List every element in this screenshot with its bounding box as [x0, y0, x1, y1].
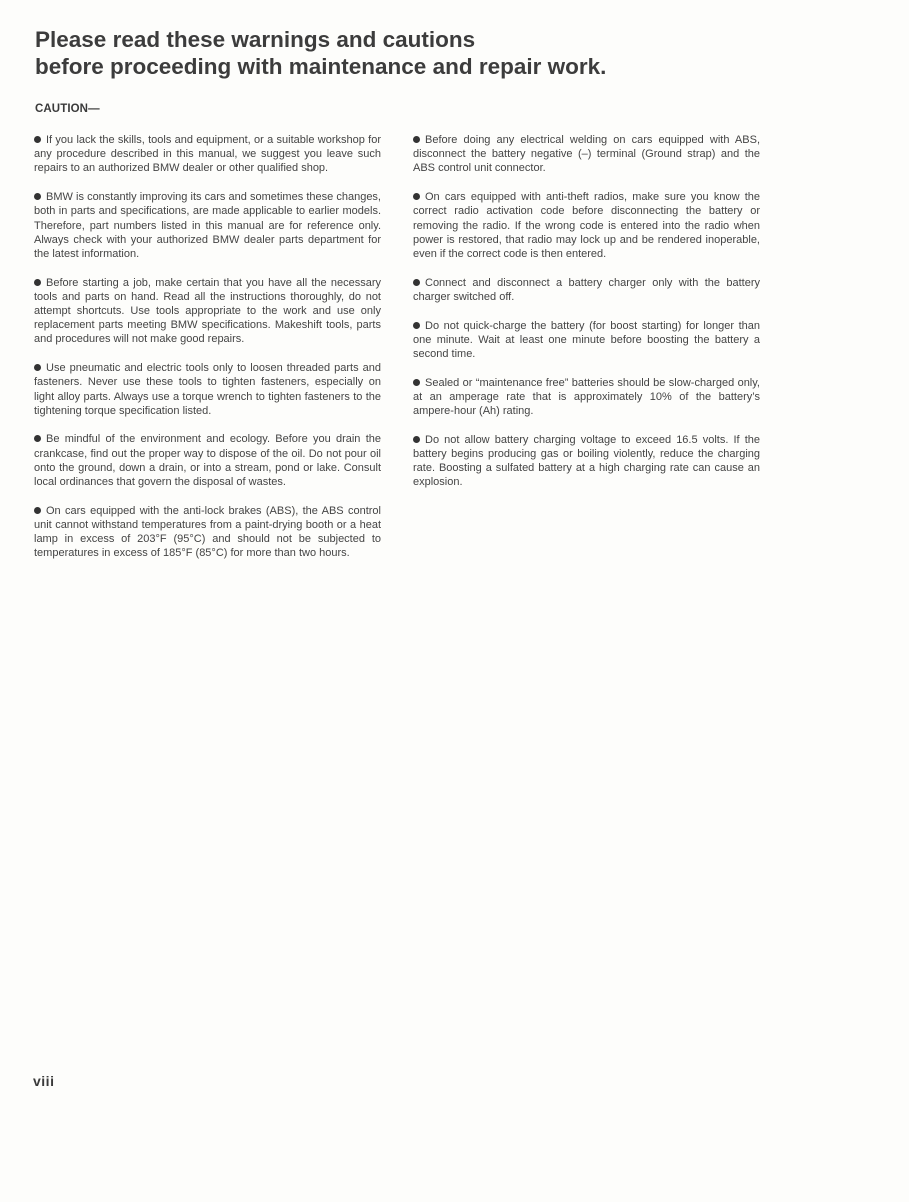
- bullet-icon: [34, 507, 41, 514]
- caution-item: [34, 361, 381, 418]
- page-title-line-1: Please read these warnings and cautions: [35, 27, 476, 52]
- caution-item-text: Before starting a job, make certain that you have all the necessary tools and parts on hand. Read all the instructions thoroughly, do not attempt shortcuts. Use tools appropriate to the work and use only replacement parts meeting BMW specifications. Makeshift tools, parts and procedures will not make good repairs.: [34, 276, 381, 346]
- bullet-icon: [34, 435, 41, 442]
- page-number: viii: [33, 1073, 55, 1089]
- caution-item-text: Before doing any electrical welding on cars equipped with ABS, disconnect the battery negative (–) terminal (Ground strap) and the ABS control unit connector.: [413, 134, 760, 175]
- bullet-icon: [413, 436, 420, 443]
- caution-item-text: If you lack the skills, tools and equipment, or a suitable workshop for any procedure described in this manual, we suggest you leave such repairs to an authorized BMW dealer or other qualified shop.: [34, 134, 381, 175]
- caution-item: [34, 432, 381, 489]
- caution-item-text: On cars equipped with the anti-lock brakes (ABS), the ABS control unit cannot withstand temperatures from a paint-drying booth or a heat lamp in excess of 203°F (95°C) and should not be subjected to temperatures in excess of 185°F (85°C) for more than two hours.: [34, 504, 381, 560]
- bullet-icon: [34, 193, 41, 200]
- caution-heading: CAUTION—: [35, 103, 100, 115]
- caution-item: [34, 276, 381, 347]
- caution-item-text: Do not quick-charge the battery (for boost starting) for longer than one minute. Wait at least one minute before boosting the battery a second time.: [413, 319, 760, 360]
- caution-item: [413, 433, 760, 490]
- caution-item: [413, 376, 760, 419]
- bullet-icon: [413, 193, 420, 200]
- caution-item: [34, 190, 381, 261]
- bullet-icon: [413, 322, 420, 329]
- left-column: [34, 133, 381, 575]
- caution-item: [413, 319, 760, 362]
- caution-item: [413, 133, 760, 176]
- caution-item-text: Use pneumatic and electric tools only to loosen threaded parts and fasteners. Never use these tools to tighten fasteners, especially on light alloy parts. Always use a torque wrench to tighten fasteners to the tightening torque specification listed.: [34, 362, 381, 417]
- bullet-icon: [413, 136, 420, 143]
- caution-item-text: Be mindful of the environment and ecology. Before you drain the crankcase, find out the proper way to dispose of the oil. Do not pour oil onto the ground, down a drain, or into a stream, pond or lake. Consult local ordinances that govern the disposal of wastes.: [34, 433, 381, 489]
- caution-item-text: On cars equipped with anti-theft radios, make sure you know the correct radio activation code before disconnecting the battery or removing the radio. If the wrong code is entered into the radio when power is restored, that radio may lock up and be rendered inoperable, even if the correct code is then entered.: [413, 191, 760, 260]
- caution-item-text: Connect and disconnect a battery charger only with the battery charger switched off.: [413, 276, 760, 303]
- caution-item: [413, 276, 760, 304]
- page-title-line-2: before proceeding with maintenance and repair work.: [35, 54, 607, 79]
- page-title: [35, 26, 795, 80]
- right-column: [413, 133, 760, 504]
- bullet-icon: [34, 136, 41, 143]
- bullet-icon: [34, 364, 41, 371]
- caution-item: [34, 133, 381, 176]
- bullet-icon: [413, 379, 420, 386]
- caution-item-text: Do not allow battery charging voltage to exceed 16.5 volts. If the battery begins producing gas or boiling violently, reduce the charging rate. Boosting a sulfated battery at a high charging rate can cause an explosion.: [413, 433, 760, 489]
- caution-item-text: Sealed or “maintenance free” batteries should be slow-charged only, at an amperage rate that is approximately 10% of the battery’s ampere-hour (Ah) rating.: [413, 376, 760, 418]
- bullet-icon: [34, 279, 41, 286]
- caution-item-text: BMW is constantly improving its cars and sometimes these changes, both in parts and specifications, are made applicable to earlier models. Therefore, part numbers listed in this manual are for reference only. Always check with your authorized BMW dealer parts department for the latest information.: [34, 191, 381, 260]
- bullet-icon: [413, 279, 420, 286]
- caution-item: [34, 504, 381, 561]
- caution-item: [413, 190, 760, 261]
